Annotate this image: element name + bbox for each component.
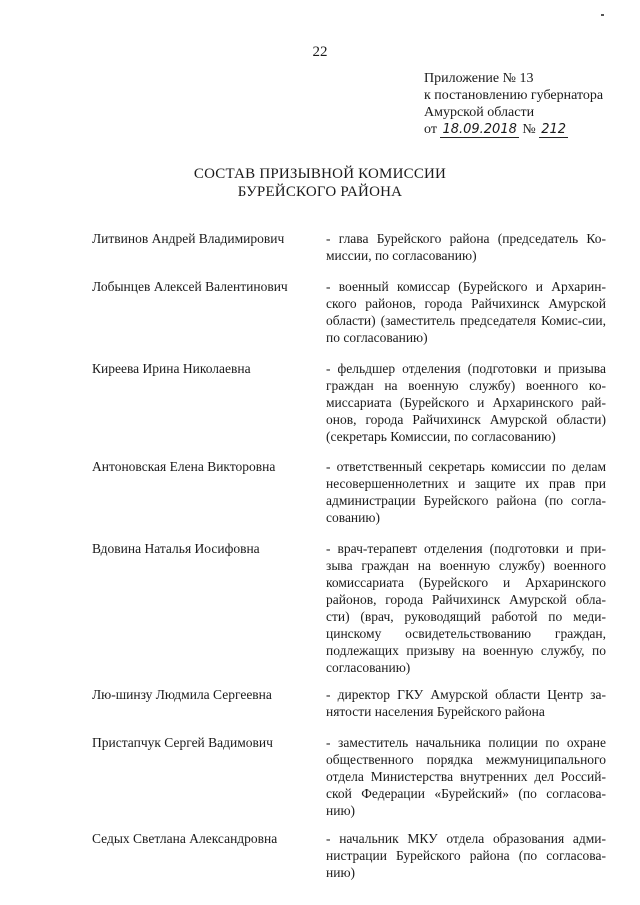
member-name: Киреева Ирина Николаевна: [92, 361, 251, 376]
scan-mark: [601, 14, 604, 16]
appendix-line-3: Амурской области: [424, 105, 535, 120]
member-name: Вдовина Наталья Иосифовна: [92, 541, 260, 556]
appendix-header: [424, 70, 603, 138]
member-role: - фельдшер отделения (подготовки и призыва граждан на военную службу) военного ко-миссариата (Бурейского и Архаринского рай-онов, города Райчихинск Амурской области) (секретарь Комиссии, по согласованию): [326, 361, 606, 444]
member-name: Пристапчук Сергей Вадимович: [92, 735, 273, 750]
page-number: 22: [312, 44, 328, 60]
member-role: - начальник МКУ отдела образования адми-нистрации Бурейского района (по согласова-нию): [326, 831, 606, 880]
member-role: - глава Бурейского района (председатель Ко-миссии, по согласованию): [326, 231, 606, 263]
member-name: Антоновская Елена Викторовна: [92, 459, 276, 474]
date-prefix: от: [424, 122, 437, 137]
member-name: Литвинов Андрей Владимирович: [92, 231, 285, 246]
member-name: Лю-шинзу Людмила Сергеевна: [92, 687, 272, 702]
title-line-1: СОСТАВ ПРИЗЫВНОЙ КОМИССИИ: [193, 166, 447, 182]
document-title: [0, 165, 640, 201]
member-role: - ответственный секретарь комиссии по делам несовершеннолетних и защите их прав при администрации Бурейского района (по согла-сованию): [326, 459, 606, 525]
date-value: 18.09.2018: [442, 122, 517, 137]
member-role: - врач-терапевт отделения (подготовки и при-зыва граждан на военную службу) военного комиссариата (Бурейского и Архаринского районов, города Райчихинск Амурской обла-сти) (врач, руководящий работой по меди-цинскому освидетельствованию граждан, подлежащих призыву на военную службу, по согласованию): [326, 541, 606, 675]
number-value: 212: [541, 122, 567, 137]
member-role: - военный комиссар (Бурейского и Архарин-ского районов, города Райчихинск Амурской области) (заместитель председателя Комис-сии, по согласованию): [326, 279, 606, 345]
member-role: - директор ГКУ Амурской области Центр за-нятости населения Бурейского района: [326, 687, 606, 719]
appendix-date-line: [424, 121, 603, 138]
member-name: Седых Светлана Александровна: [92, 831, 278, 846]
appendix-line-2: к постановлению губернатора: [424, 88, 604, 103]
title-line-2: БУРЕЙСКОГО РАЙОНА: [237, 184, 403, 200]
number-prefix: №: [522, 122, 536, 137]
appendix-line-1: Приложение № 13: [424, 71, 534, 86]
member-role: - заместитель начальника полиции по охране общественного порядка межмуниципального отдела Министерства внутренних дел Россий-ской Федерации «Бурейский» (по согласова-нию): [326, 735, 606, 818]
member-name: Лобынцев Алексей Валентинович: [92, 279, 288, 294]
